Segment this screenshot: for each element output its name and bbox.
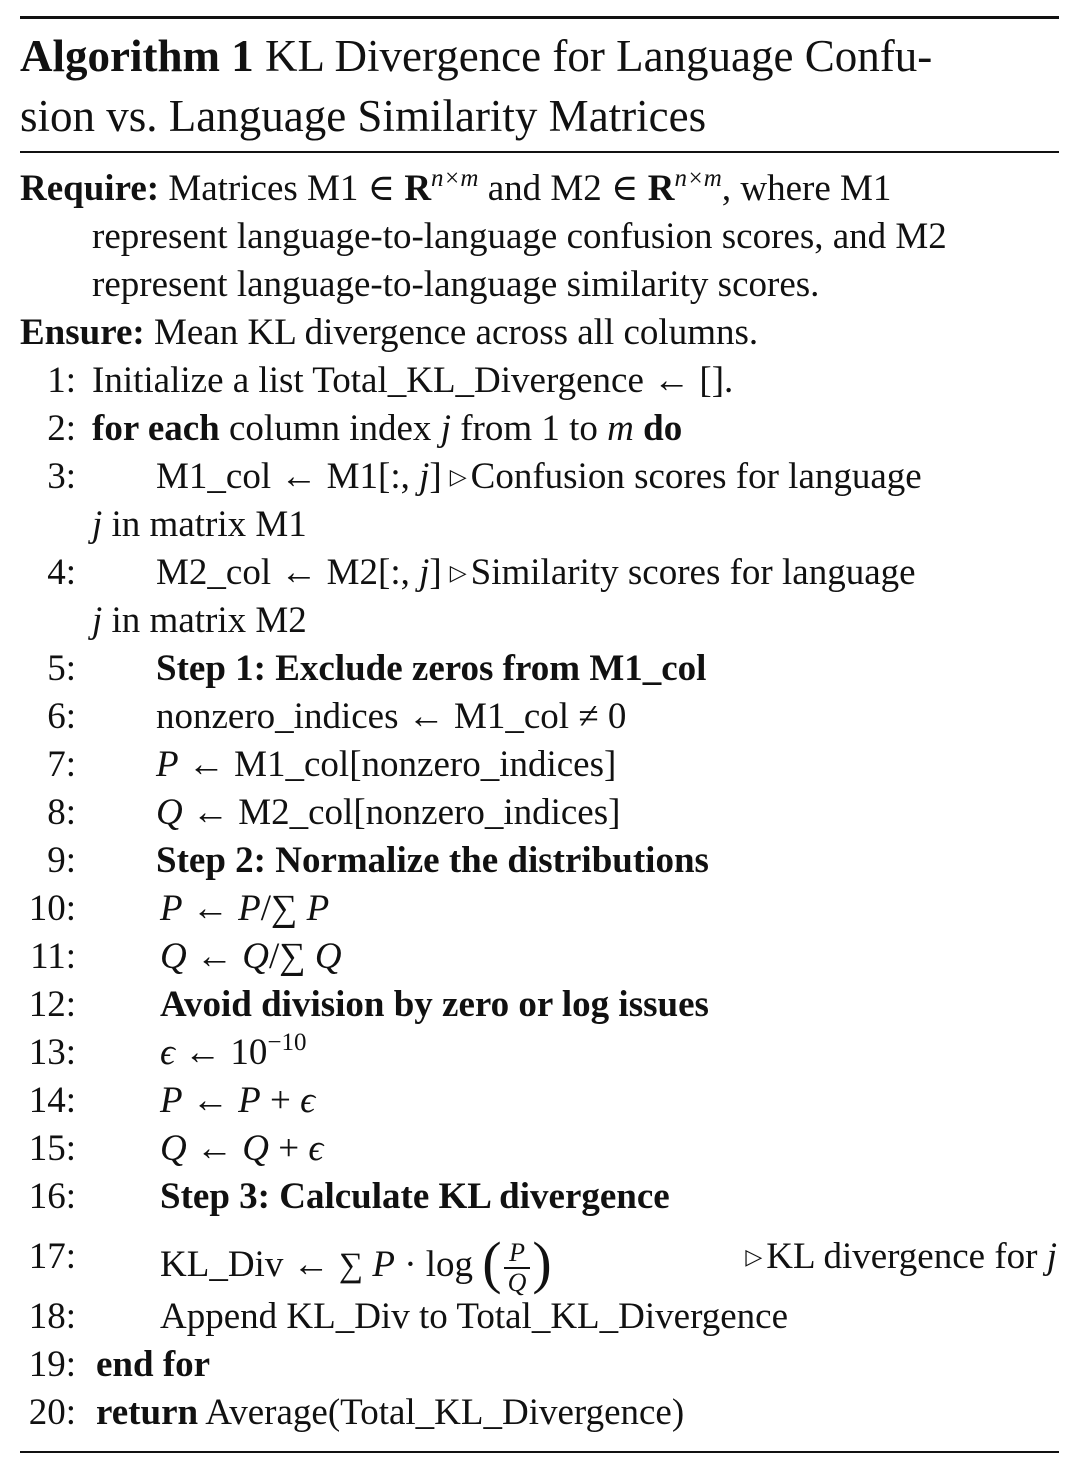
step-heading: Step 3: Calculate KL divergence: [160, 1176, 670, 1217]
keyword-return: return: [96, 1392, 199, 1433]
left-paren: (: [482, 1230, 502, 1295]
require-text-b: and M2 ∈: [478, 168, 648, 209]
step-4-continued: [92, 598, 1090, 644]
require-label: Require:: [20, 168, 160, 209]
step-text: Initialize a list Total_KL_Divergence ← [].: [92, 360, 734, 401]
step-content: [92, 406, 682, 452]
step-17: [20, 1222, 1065, 1297]
plus: +: [260, 1080, 301, 1121]
var-q: Q: [160, 1128, 187, 1169]
var-q: Q: [156, 792, 183, 833]
top-rule: [20, 16, 1059, 19]
arrow: ←: [186, 936, 243, 977]
keyword-for-each: for each: [92, 408, 220, 449]
sum-op: /∑: [260, 888, 307, 929]
log-op: · log: [394, 1244, 483, 1285]
require-text-a: Matrices M1 ∈: [168, 168, 405, 209]
step-content: [96, 1390, 684, 1436]
require-line-3: represent language-to-language similarity scores.: [92, 264, 820, 305]
require-line-1: [20, 166, 1065, 216]
var-j: j: [1046, 1236, 1057, 1277]
step-heading: Step 1: Exclude zeros from M1_col: [156, 648, 707, 689]
step-3-continued: [92, 502, 1090, 548]
step-content: [160, 1030, 307, 1080]
step-content: [160, 886, 329, 932]
var-p: P: [160, 888, 183, 929]
step-text: Append KL_Div to Total_KL_Divergence: [160, 1296, 788, 1337]
step-text: in matrix M1: [102, 504, 307, 545]
line-number: 5:: [47, 648, 76, 689]
step-comment: Confusion scores for language: [470, 456, 922, 497]
var-p: P: [156, 744, 179, 785]
step-code: M1_col ← M1[:,: [156, 456, 420, 497]
keyword-end-for: end for: [96, 1344, 211, 1385]
bottom-rule: [20, 1451, 1059, 1453]
var-j: j: [440, 408, 451, 449]
var-epsilon: ϵ: [160, 1032, 175, 1073]
arrow: ←: [182, 1080, 239, 1121]
step-code: M2_col ← M2[:,: [156, 552, 420, 593]
step-content: [160, 1078, 315, 1124]
arrow: ←: [182, 888, 239, 929]
line-number: 11:: [30, 936, 76, 977]
line-number: 12:: [28, 984, 76, 1025]
step-heading: Step 2: Normalize the distributions: [156, 840, 709, 881]
keyword-do: do: [643, 408, 683, 449]
line-number: 1:: [47, 360, 76, 401]
exponent: −10: [267, 1029, 307, 1056]
sum-op: /∑: [268, 936, 315, 977]
step-content: [156, 550, 916, 600]
var-m: m: [607, 408, 634, 449]
arrow: ←: [186, 1128, 243, 1169]
var-q: Q: [160, 936, 187, 977]
var-p: P: [160, 1080, 183, 1121]
var-q: Q: [242, 936, 269, 977]
var-q: Q: [242, 1128, 269, 1169]
step-content: [156, 790, 620, 836]
real-set-1: R: [404, 168, 432, 209]
line-number: 2:: [47, 408, 76, 449]
step-text: ← 10: [174, 1032, 268, 1073]
var-j: j: [92, 600, 103, 641]
comment-triangle-icon: ▷: [745, 1244, 763, 1269]
line-number: 14:: [28, 1080, 76, 1121]
dim-sup-2: n×m: [674, 165, 722, 192]
bracket: ]: [429, 456, 442, 497]
title-line-2: sion vs. Language Similarity Matrices: [20, 91, 707, 141]
bracket: ]: [429, 552, 442, 593]
ensure-text: Mean KL divergence across all columns.: [153, 312, 759, 353]
step-comment-wrap: [737, 1222, 1057, 1296]
line-number: 6:: [47, 696, 76, 737]
line-number: 10:: [28, 888, 76, 929]
step-content: [156, 742, 616, 788]
plus: +: [268, 1128, 309, 1169]
step-content: [160, 934, 342, 980]
step-content: [156, 454, 922, 504]
step-text: column index: [219, 408, 441, 449]
step-text: ← M2_col[nonzero_indices]: [182, 792, 621, 833]
sum-op: ∑: [338, 1247, 364, 1284]
fraction: [504, 1239, 531, 1297]
step-heading: Avoid division by zero or log issues: [160, 984, 709, 1025]
step-text: ← M1_col[nonzero_indices]: [178, 744, 617, 785]
step-content: [160, 1126, 323, 1172]
dim-sup-1: n×m: [431, 165, 479, 192]
step-text: from 1 to: [450, 408, 608, 449]
title-rule: [20, 151, 1059, 153]
line-number: 4:: [47, 552, 76, 593]
fraction-numerator: P: [504, 1239, 531, 1269]
var-p: P: [238, 888, 261, 929]
step-code: KL_Div ←: [160, 1244, 339, 1285]
var-q: Q: [314, 936, 342, 977]
step-comment: KL divergence for: [766, 1236, 1047, 1277]
ensure-line: [20, 310, 1065, 356]
algorithm-title: [20, 26, 1060, 146]
line-number: 20:: [28, 1392, 76, 1433]
step-content: [160, 1222, 552, 1301]
ensure-label: Ensure:: [20, 312, 145, 353]
line-number: 8:: [47, 792, 76, 833]
line-number: 15:: [28, 1128, 76, 1169]
var-p: P: [372, 1244, 395, 1285]
algorithm-label: Algorithm 1: [20, 31, 254, 81]
line-number: 13:: [28, 1032, 76, 1073]
line-number: 7:: [47, 744, 76, 785]
real-set-2: R: [647, 168, 675, 209]
comment-triangle-icon: ▷: [449, 464, 467, 489]
step-text: Average(Total_KL_Divergence): [198, 1392, 685, 1433]
require-text-c: , where M1: [721, 168, 892, 209]
var-p: P: [238, 1080, 261, 1121]
comment-triangle-icon: ▷: [449, 560, 467, 585]
fraction-denominator: Q: [507, 1267, 527, 1297]
line-number: 9:: [47, 840, 76, 881]
var-epsilon: ϵ: [308, 1128, 324, 1169]
step-text: in matrix M2: [102, 600, 307, 641]
var-p: P: [306, 888, 330, 929]
var-epsilon: ϵ: [300, 1080, 315, 1121]
step-text: nonzero_indices ← M1_col ≠ 0: [156, 696, 627, 737]
line-number: 18:: [28, 1296, 76, 1337]
var-j: j: [92, 504, 103, 545]
var-j: j: [419, 552, 430, 593]
line-number: 3:: [47, 456, 76, 497]
line-number: 19:: [28, 1344, 76, 1385]
line-number: 16:: [28, 1176, 76, 1217]
right-paren: ): [532, 1230, 552, 1295]
line-number: 17:: [28, 1236, 76, 1277]
require-line-2: represent language-to-language confusion scores, and M2: [92, 216, 947, 257]
step-comment: Similarity scores for language: [470, 552, 916, 593]
var-j: j: [419, 456, 430, 497]
title-line-1: KL Divergence for Language Confu-: [264, 31, 933, 81]
